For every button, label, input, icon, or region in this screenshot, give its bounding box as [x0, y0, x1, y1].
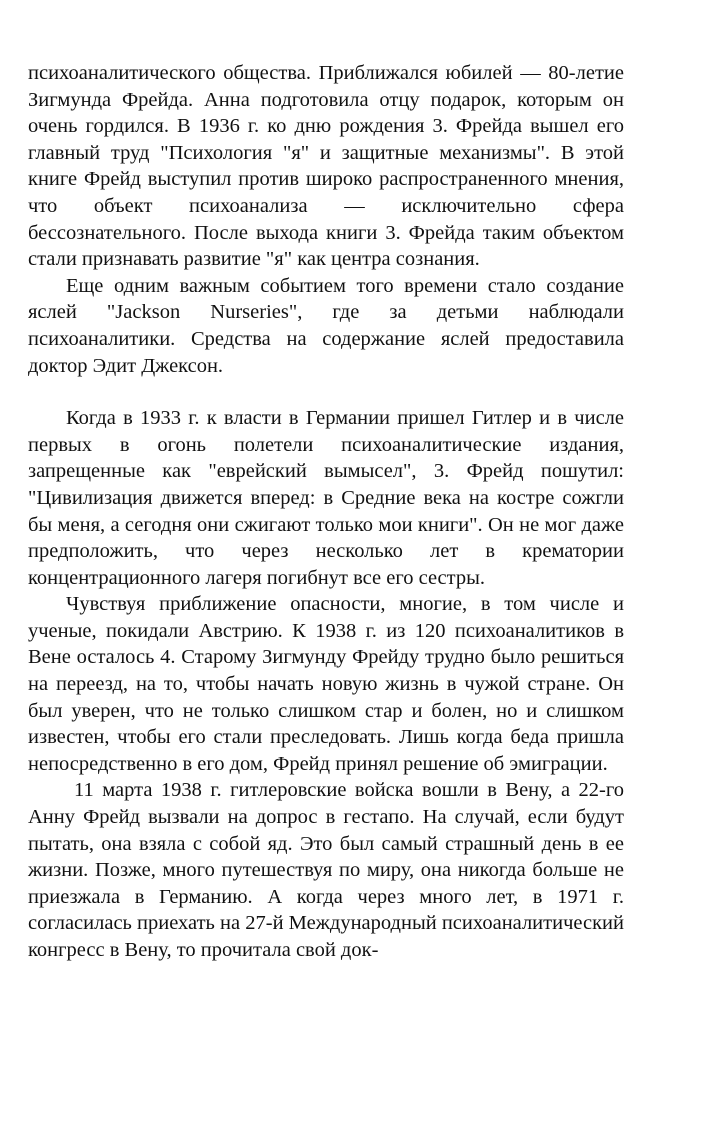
paragraph-1: психоаналитического общества. Приближался юбилей — 80-летие Зигмунда Фрейда. Анна подготовила отцу подарок, которым он очень гордился. В 1936 г. ко дню рождения 3. Фрейда вышел его главный труд "Психология "я" и защитные механизмы". В этой книге Фрейд выступил против широко распространенного мнения, что объект психоанализа — исключительно сфера бессознательного. После выхода книги 3. Фрейда таким объектом стали признавать развитие "я" как центра сознания.: [28, 62, 624, 271]
paragraph-3: Когда в 1933 г. к власти в Германии пришел Гитлер и в числе первых в огонь полетели психоаналитические издания, запрещенные как "еврейский вымысел", 3. Фрейд пошутил: "Цивилизация движется вперед: в Средние века на костре сожгли бы меня, а сегодня они сжигают только мои книги". Он не мог даже предположить, что через несколько лет в крематории концентрационного лагеря погибнут все его сестры.: [28, 407, 624, 589]
book-page: [28, 60, 624, 964]
paragraph-2: Еще одним важным событием того времени стало создание яслей "Jackson Nurseries", где за детьми наблюдали психоаналитики. Средства на содержание яслей предоставила доктор Эдит Джексон.: [28, 274, 624, 377]
paragraph-5: 11 марта 1938 г. гитлеровские войска вошли в Вену, а 22-го Анну Фрейд вызвали на допрос в гестапо. На случай, если будут пытать, она взяла с собой яд. Это был самый страшный день в ее жизни. Позже, много путешествуя по миру, она никогда больше не приезжала в Германию. А когда через много лет, в 1971 г. согласилась приехать на 27-й Международный психоаналитический конгресс в Вену, то прочитала свой док-: [28, 779, 624, 961]
paragraph-4: Чувствуя приближение опасности, многие, в том числе и ученые, покидали Австрию. К 1938 г. из 120 психоаналитиков в Вене осталось 4. Старому Зигмунду Фрейду трудно было решиться на переезд, на то, чтобы начать новую жизнь в чужой стране. Он был уверен, что не только слишком стар и болен, но и слишком известен, чтобы его стали преследовать. Лишь когда беда пришла непосредственно в его дом, Фрейд принял решение об эмиграции.: [28, 593, 624, 775]
section-gap: [28, 379, 624, 405]
